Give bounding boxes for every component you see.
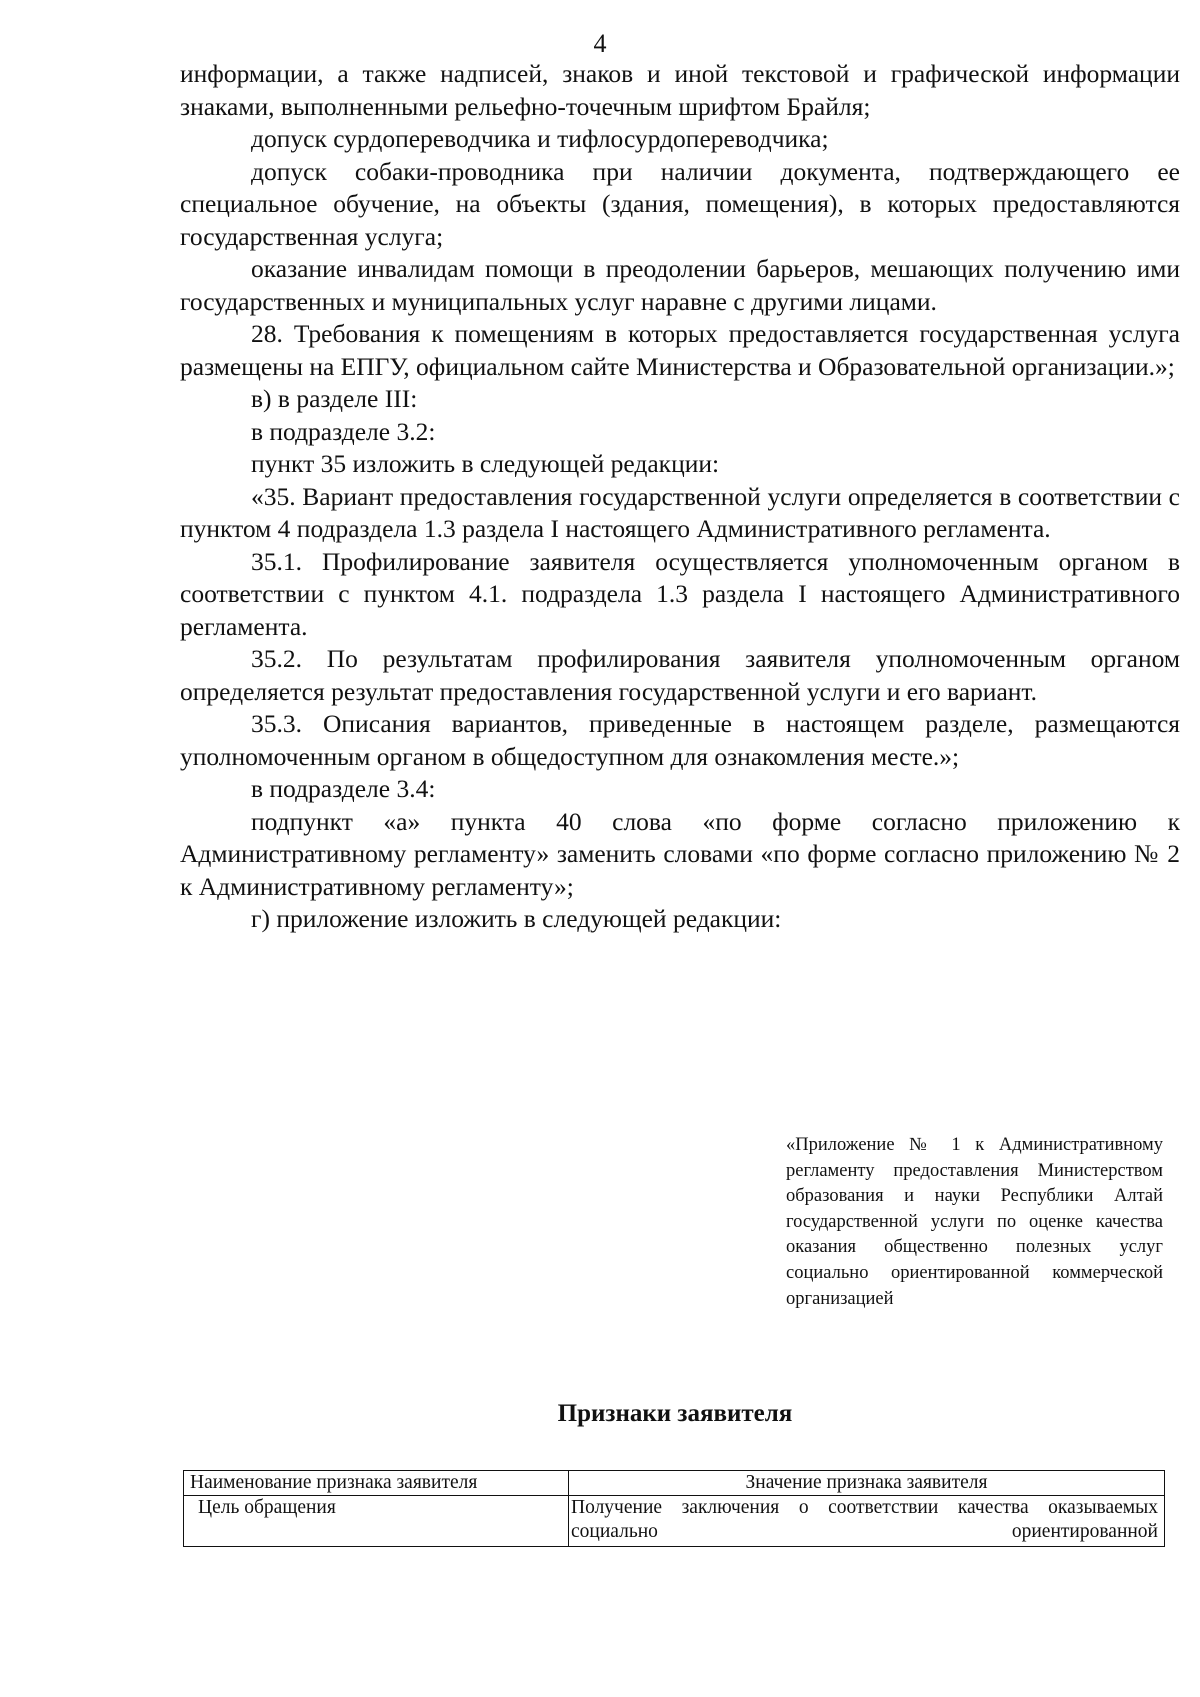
paragraph: 35.2. По результатам профилирования заявителя уполномоченным органом определяется результат предоставления государственной услуги и его вариант. — [180, 644, 1180, 706]
paragraph: пункт 35 изложить в следующей редакции: — [251, 449, 720, 478]
paragraph: допуск сурдопереводчика и тифлосурдопереводчика; — [251, 124, 829, 153]
body-text — [180, 58, 1180, 936]
paragraph: в подразделе 3.4: — [251, 774, 436, 803]
table-row — [184, 1496, 1165, 1547]
table-cell: Получение заключения о соответствии качества оказываемых социально ориентированной — [569, 1496, 1165, 1547]
table-cell: Цель обращения — [184, 1496, 569, 1547]
paragraph: 28. Требования к помещениям в которых предоставляется государственная услуга размещены на ЕПГУ, официальном сайте Министерства и Образовательной организации.»; — [180, 319, 1180, 381]
paragraph: информации, а также надписей, знаков и иной текстовой и графической информации знаками, выполненными рельефно-точечным шрифтом Брайля; — [180, 59, 1180, 121]
page-number: 4 — [593, 29, 607, 58]
paragraph: допуск собаки-проводника при наличии документа, подтверждающего ее специальное обучение, на объекты (здания, помещения), в которых предоставляются государственная услуга; — [180, 156, 1180, 251]
paragraph: «35. Вариант предоставления государственной услуги определяется в соответствии с пунктом 4 подраздела 1.3 раздела I настоящего Административного регламента. — [180, 481, 1180, 543]
paragraph: в подразделе 3.2: — [251, 416, 436, 446]
column-header-name: Наименование признака заявителя — [184, 1471, 569, 1496]
paragraph: г) приложение изложить в следующей редакции: — [251, 904, 782, 933]
paragraph: оказание инвалидам помощи в преодолении барьеров, мешающих получению ими государственных и муниципальных услуг наравне с другими лицами. — [180, 254, 1180, 316]
section-title: Признаки заявителя — [557, 1400, 793, 1427]
paragraph: подпункт «а» пункта 40 слова «по форме согласно приложению к Административному регламенту» заменить словами «по форме согласно приложению № 2 к Административному регламенту»; — [180, 806, 1180, 901]
paragraph: 35.3. Описания вариантов, приведенные в настоящем разделе, размещаются уполномоченным органом в общедоступном для ознакомления месте.»; — [180, 709, 1180, 771]
table-header-row — [184, 1471, 1165, 1496]
applicant-criteria-table — [183, 1470, 1165, 1547]
appendix-note: «Приложение № 1 к Административному регламенту предоставления Министерством образования и науки Республики Алтай государственной услуги по оценке качества оказания общественно полезных услуг социально ориентированной коммерческой организацией — [786, 1135, 1163, 1309]
paragraph: 35.1. Профилирование заявителя осуществляется уполномоченным органом в соответствии с пунктом 4.1. подраздела 1.3 раздела I настоящего Административного регламента. — [180, 546, 1180, 641]
paragraph: в) в разделе III: — [251, 384, 418, 413]
column-header-value: Значение признака заявителя — [569, 1471, 1165, 1496]
